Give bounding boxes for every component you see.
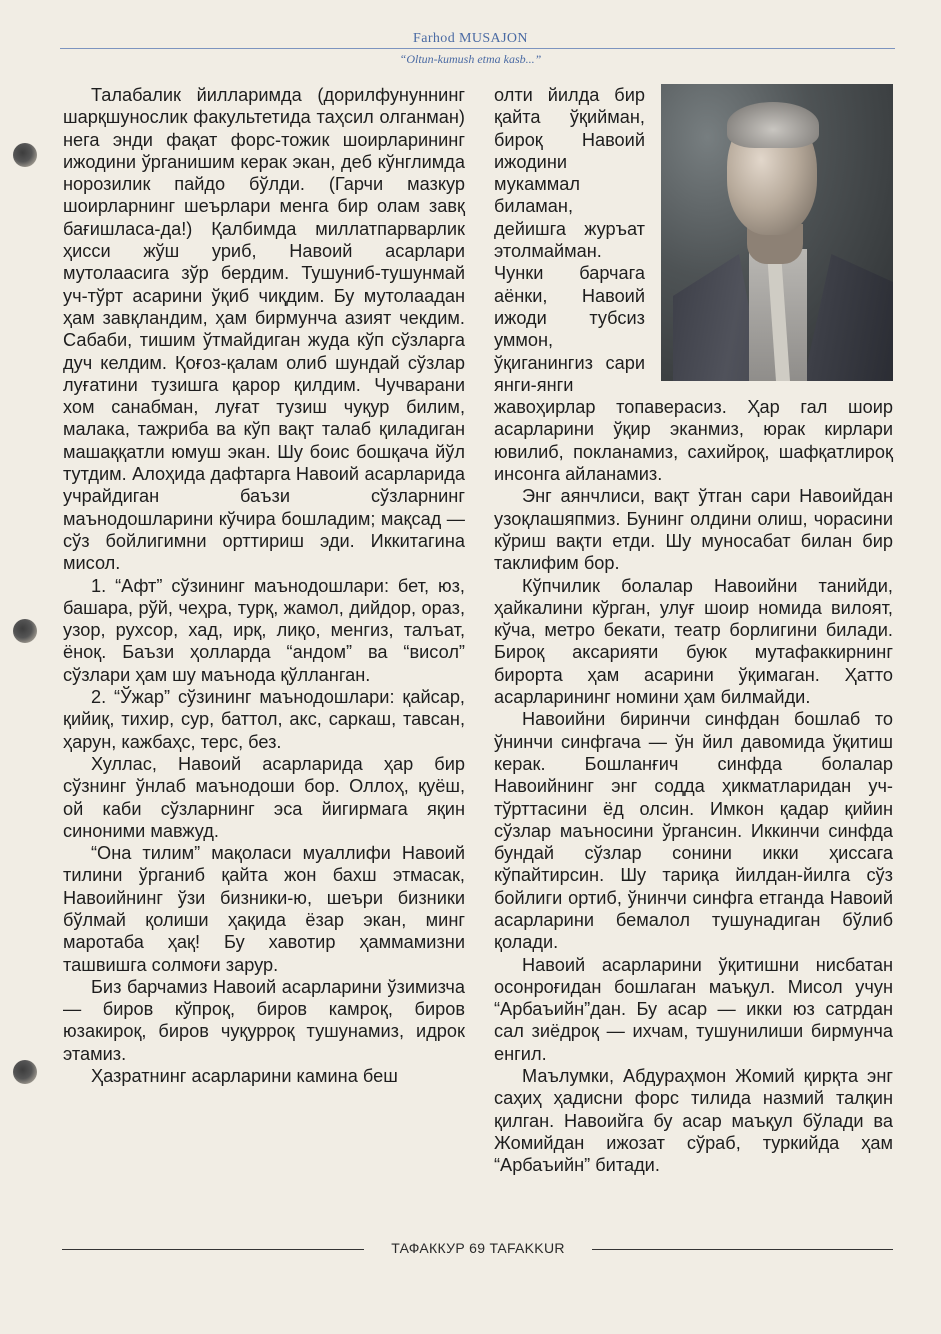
page-footer: ТАФАККУР 69 TAFAKKUR [391,1240,565,1256]
header-rule [60,48,895,49]
punch-hole [13,1060,37,1084]
paragraph: Ҳазратнинг асарларини камина беш [91,1066,398,1087]
paragraph: 2. “Ўжар” сўзининг маънодошлари: қайсар, қийиқ, тихир, сур, баттол, акс, саркаш, тавсан, ҳарун, кажбаҳс, терс, без. [63,687,465,752]
paragraph: Энг аянчлиси, вақт ўтган сари Навоийдан узоқлашяпмиз. Бунинг олдини олиш, чорасини кўриш вақти етди. Шу муносабат билан бир таклифим бор. [494,486,893,574]
paragraph: Хуллас, Навоий асарларида ҳар бир сўзнинг ўнлаб маънодоши бор. Оллоҳ, қуёш, ой каби сўзларнинг эса йигирмага яқин синоними мавжуд. [63,753,465,841]
left-text-column [63,84,465,1087]
header-subtitle: “Oltun-kumush etma kasb...” [399,52,542,66]
paragraph: олти йилда бир қайта ўқийман, бироқ Навоий ижодини мукаммал биламан, дейишга журъат этолмайман. Чунки барчага аёнки, Навоий ижоди тубсиз уммон, ўқиганингиз сари янги-янги жавоҳирлар топаверасиз. Ҳар гал шоир асарларини ўқир эканмиз, юрак кирлари ювилиб, покланамиз, сахийроқ, шафқатлироқ инсонга айланамиз. [494,85,893,485]
paragraph: Навоий асарларини ўқитишни нисбатан осонроғидан бошлаган маъқул. Мисол учун “Арбаъийн”дан. Бу асар — икки юз сатрдан сал зиёдроқ — ихчам, тушунилиши бирмунча енгил. [494,954,893,1064]
paragraph: Биз барчамиз Навоий асарларини ўзимизча — биров кўпроқ, биров камроқ, биров юзакироқ, биров чуқурроқ тушунамиз, идрок этамиз. [63,976,465,1064]
footer-rule-left [62,1249,364,1250]
paragraph: Кўпчилик болалар Навоийни танийди, ҳайкалини кўрган, улуғ шоир номида вилоят, кўча, метро бекати, театр борлигини билади. Бироқ аксарияти буюк мутафаккирнинг бирорта ҳам асарини ўқимаган. Ҳатто асарларининг номини ҳам билмайди. [494,575,893,708]
punch-hole [13,143,37,167]
paragraph: Маълумки, Абдураҳмон Жомий қирқта энг саҳиҳ ҳадисни форс тилида назмий талқин қилган. Навоийга бу асар маъқул бўлади ва Жомийдан ижозат сўраб, туркийда ҳам “Арбаъийн” битади. [494,1066,893,1176]
paragraph: 1. “Афт” сўзининг маънодошлари: бет, юз, башара, рўй, чеҳра, турқ, жамол, дийдор, ораз, узор, рухсор, хад, ирқ, лиқо, менгиз, талъат, ёноқ. Баъзи ҳолларда “андом” ва “висол” сўзлари ҳам шу маънода қўлланган. [63,575,465,685]
paragraph: “Она тилим” мақоласи муаллифи Навоий тилини ўрганиб қайта жон бахш этмасак, Навоийнинг ўзи бизники-ю, шеъри бизники бўлмай қолиши ҳақида ёзар экан, минг маротаба ҳақ! Бу хавотир ҳаммамизни ташвишга солмоғи зарур. [63,843,465,975]
footer-rule-right [592,1249,893,1250]
punch-hole [13,619,37,643]
right-text-column [494,84,893,1177]
portrait-hair [727,102,819,148]
paragraph: Навоийни биринчи синфдан бошлаб то ўнинчи синфгача — ўн йил давомида ўқитиш керак. Бошланғич синфда болалар Навоийнинг энг содда ҳикматларидан уч-тўрттасини ёд олсин. Имкон қадар қийин сўзлар маъносини ўргансин. Иккинчи синфда бундай сўзлар сонини икки ҳиссага кўпайтирсин. Шу тариқа йилдан-йилга сўз бойлиги ортиб, ўнинчи синфга етганда Навоий асарларини бемалол тушунадиган бўлиб қолади. [494,709,893,953]
author-portrait-photo [661,84,893,381]
header-author: Farhod MUSAJON [413,31,528,46]
paragraph: Талабалик йилларимда (дорилфунуннинг шарқшунослик факультетида таҳсил олганман) нега энди фақат форс-тожик шоирларининг ижодини ўрганишим керак экан, деб кўнглимда норозилик пайдо бўлди. (Гарчи мазкур шоирларнинг шеърлари менга бир олам завқ бағишласа-да!) Қалбимда миллатпарварлик ҳисси жўш уриб, Навоий асарлари мутолаасига зўр бердим. Тушуниб-тушунмай уч-тўрт асарини ўқиб чиқдим. Бу мутолаадан ҳам завқландим, ҳам бирмунча азият чекдим. Сабаби, тишим ўтмайдиган жуда кўп сўзларга дуч келдим. Қоғоз-қалам олиб шундай сўзлар луғатини тузишга қарор қилдим. Чучварани хом санабман, луғат тузиш чуқур билим, малака, тажриба ва кўп вақт талаб қиладиган машаққатли юмуш экан. Шу боис бошқача йўл тутдим. Алоҳида дафтарга Навоий асарларида учрайдиган баъзи сўзларнинг маънодошларини кўчира бошладим; мақсад — сўз бойлигимни орттириш эди. Иккитагина мисол. [63,85,465,574]
